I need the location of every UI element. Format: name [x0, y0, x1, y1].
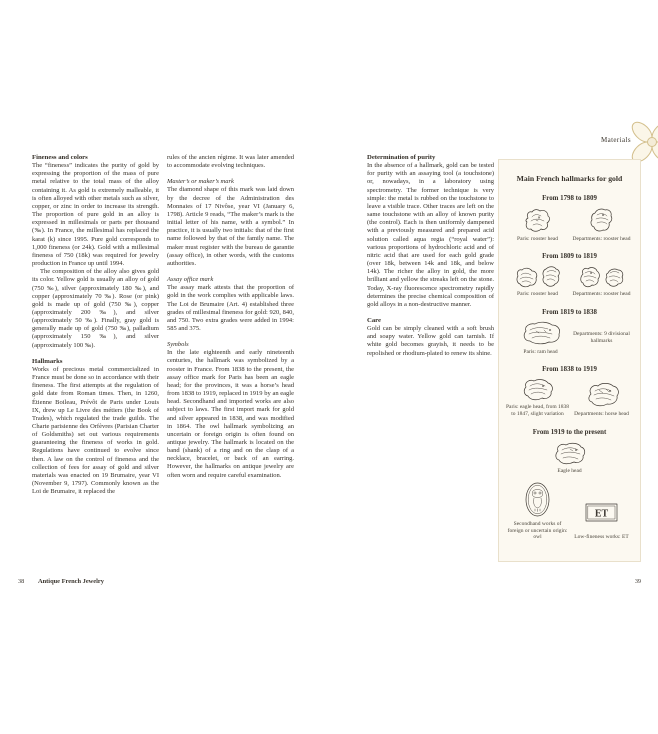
et-stamp-icon	[585, 503, 618, 522]
rooster-head-stamp-icon	[579, 266, 601, 288]
stamp-cell	[538, 441, 602, 475]
stamp-cell	[570, 382, 634, 418]
rooster-head-stamp-icon	[589, 207, 614, 233]
paragraph: rules of the ancien régime. It was later amended to accommodate evolving techniques.	[167, 154, 294, 170]
rooster-head-stamp-icon	[524, 208, 551, 233]
stamp-caption: Departments: horse head	[574, 410, 629, 417]
section-heading-1838-1919: From 1838 to 1919	[542, 366, 597, 374]
stamp-caption: Paris: eagle head, from 1838 to 1847, slight variation	[505, 404, 570, 417]
section-heading-1809-1819: From 1809 to 1819	[542, 253, 597, 261]
stamp-row	[499, 378, 640, 417]
stamp-caption: Departments: rooster head	[572, 291, 631, 298]
heading-determination-of-purity: Determination of purity	[367, 154, 436, 161]
paragraph: Works of precious metal commercialized in France must be done so in accordance with their fineness. The first attempts at the regulation of gold date from Roman times. Then, in 1260, Étienne Boileau, Prévôt de Paris under Louis IX, drew up Le Livre des métiers (the Book of Trades), which regulated the trade guilds. The Charte parisienne des Orfèvres (Parisian Charter of Goldsmiths) set out various requirements guaranteeing the fineness of works in gold. Regulations have continued to evolve since then. A law on the control of fineness and the collection of fees for assay of gold and silver materials was enacted on 19 Brumaire, year VI (November 9, 1797). Commonly known as the Loi de Brumaire, it replaced the	[32, 365, 159, 496]
stamp-cell	[570, 503, 634, 541]
stamp-caption: Departments: rooster head	[572, 235, 631, 242]
stamp-cell	[570, 266, 634, 298]
paragraph: In the late eighteenth and early nineteenth centuries, the hallmark was symbolized by a rooster in France. From 1838 to the present, the assay office mark for Paris has been an eagle head; for the provinces, it was a horse’s head from 1838 to 1919, replaced in 1919 by an eagle head. Secondhand and imported works are also subject to laws. The first import mark for gold and silver appeared in 1838, and was modified in 1864. The owl hallmark symbolizing an uncertain or foreign origin is often found on antique jewelry. The hallmark is located on the band (shank) of a ring and on the clasp of a necklace, bracelet, or back of an earring. However, the hallmarks on antique jewelry are often worn and require careful examination.	[167, 349, 294, 479]
stamp-pair	[515, 265, 561, 288]
eagle-head-stamp-icon	[552, 441, 587, 466]
hallmarks-panel	[498, 159, 641, 562]
departments-note: Departments: 9 divisional hallmarks	[573, 331, 630, 345]
paragraph: The diamond shape of this mark was laid down by the decree of the Administration des Monnaies of 17 Nivôse, year VI (January 6, 1798). Article 9 reads, “The maker’s mark is the initial letter of his name, with a symbol.” In practice, it is usually two initials: that of the first name followed by that of the family name. The maker must register with the bureau de garantie (assay office), in other words, with the customs authorities.	[167, 186, 294, 267]
stamp-caption: Eagle head	[557, 467, 582, 474]
stamp-caption: Paris: ram head	[523, 348, 558, 355]
stamp-cell	[506, 481, 570, 541]
section-heading-1819-1838: From 1819 to 1838	[542, 308, 597, 316]
rooster-head-stamp-icon	[541, 265, 561, 288]
text-column-2	[167, 154, 294, 480]
stamp-cell	[506, 265, 570, 298]
stamp-caption: Low-fineness works: ET	[574, 534, 629, 541]
rooster-head-stamp-icon	[515, 267, 538, 288]
stamp-row	[499, 321, 640, 356]
stamp-row	[499, 441, 640, 475]
section-heading-1919-present: From 1919 to the present	[532, 428, 607, 436]
paragraph: The assay mark attests that the proportion of gold in the work complies with applicable laws. The Loi de Brumaire (Art. 4) established three grades of millesimal fineness for gold: 920, 840, and 750. Two extra grades were added in 1994: 585 and 375.	[167, 284, 294, 332]
book-title-footer: Antique French Jewelry	[38, 578, 104, 585]
stamp-row	[499, 207, 640, 243]
heading-fineness-and-colors: Fineness and colors	[32, 154, 88, 161]
stamp-row	[499, 481, 640, 541]
paragraph: The composition of the alloy also gives gold its color. Yellow gold is usually an alloy of gold (750 ‰), silver (approximately 180 ‰), and copper (approximately 70 ‰). Rose (or pink) gold is made up of gold (750 ‰), copper (approximately 200 ‰), and silver (approximately 50 ‰). Finally, gray gold is generally made up of gold (750 ‰), palladium (approximately 150 ‰), and silver (approximately 100 ‰).	[32, 268, 159, 349]
page-number-left: 38	[18, 578, 25, 585]
stamp-pair	[579, 266, 625, 288]
stamp-row	[499, 265, 640, 298]
text-column-3	[367, 154, 494, 358]
heading-care: Care	[367, 316, 381, 324]
et-stamp-letters: ET	[594, 508, 609, 520]
paragraph: In the absence of a hallmark, gold can be tested for purity with an assaying tool (a touchstone) or, nowadays, in a laboratory using spectrometry. The former technique is very simple: the metal is rubbed on the touchstone to leave a visible trace. Other traces are left on the same touchstone with an alloy of known purity (the control). Each is then uniformly dampened with a previously measured and prepared acid solution called aqua regia (“royal water”): various proportions of hydrochloric acid and of nitric acid that are used for each gold grade (over 18k, between 14k and 18k, and below 14k). The richer the alloy in gold, the more brilliant and yellow the streaks left on the stone. Today, X-ray fluorescence spectrometry rapidly determines the precise chemical composition of gold alloys in a non-destructive manner.	[367, 162, 494, 308]
panel-title: Main French hallmarks for gold	[516, 174, 623, 183]
stamp-cell	[506, 378, 570, 417]
section-heading-1798-1809: From 1798 to 1809	[542, 194, 597, 202]
subheading-masters-mark: Master’s or maker’s mark	[167, 178, 234, 186]
heading-hallmarks: Hallmarks	[32, 357, 63, 365]
eagle-head-stamp-icon	[521, 378, 554, 401]
horse-head-stamp-icon	[584, 382, 620, 408]
subheading-assay-office-mark: Assay office mark	[167, 276, 214, 284]
running-header-materials: Materials	[600, 136, 631, 144]
paragraph: The “fineness” indicates the purity of gold by expressing the proportion of the mass of pure metal relative to the total mass of the alloy containing it. As gold is extremely malleable, it is often alloyed with other metals such as silver, copper, or zinc in order to increase its strength. The proportion of pure gold in an alloy is expressed in millesimals or parts per thousand (‰). In France, the millesimal has replaced the karat (k) since 1995. Pure gold corresponds to 1,000 fineness (or 24k). Gold with a millesimal fineness of 750 (18k) was required for jewelry production in France up until 1994.	[32, 162, 159, 268]
stamp-caption: Paris: rooster head	[517, 291, 558, 298]
rooster-head-stamp-icon	[604, 267, 625, 288]
owl-stamp-icon	[524, 481, 551, 518]
ram-head-stamp-icon	[520, 321, 562, 346]
subheading-symbols: Symbols	[167, 341, 189, 349]
page-number-right: 39	[634, 578, 641, 585]
stamp-cell	[509, 321, 573, 356]
text-column-1	[32, 154, 159, 496]
paragraph: Gold can be simply cleaned with a soft brush and soapy water. Yellow gold can tarnish. If white gold becomes grayish, it needs to be repolished or rhodium-plated to renew its shine.	[367, 325, 494, 357]
stamp-cell	[570, 207, 634, 243]
stamp-caption: Paris: rooster head	[517, 235, 558, 242]
stamp-caption: Secondhand works of foreign or uncertain origin: owl	[507, 521, 568, 541]
stamp-cell	[506, 208, 570, 243]
